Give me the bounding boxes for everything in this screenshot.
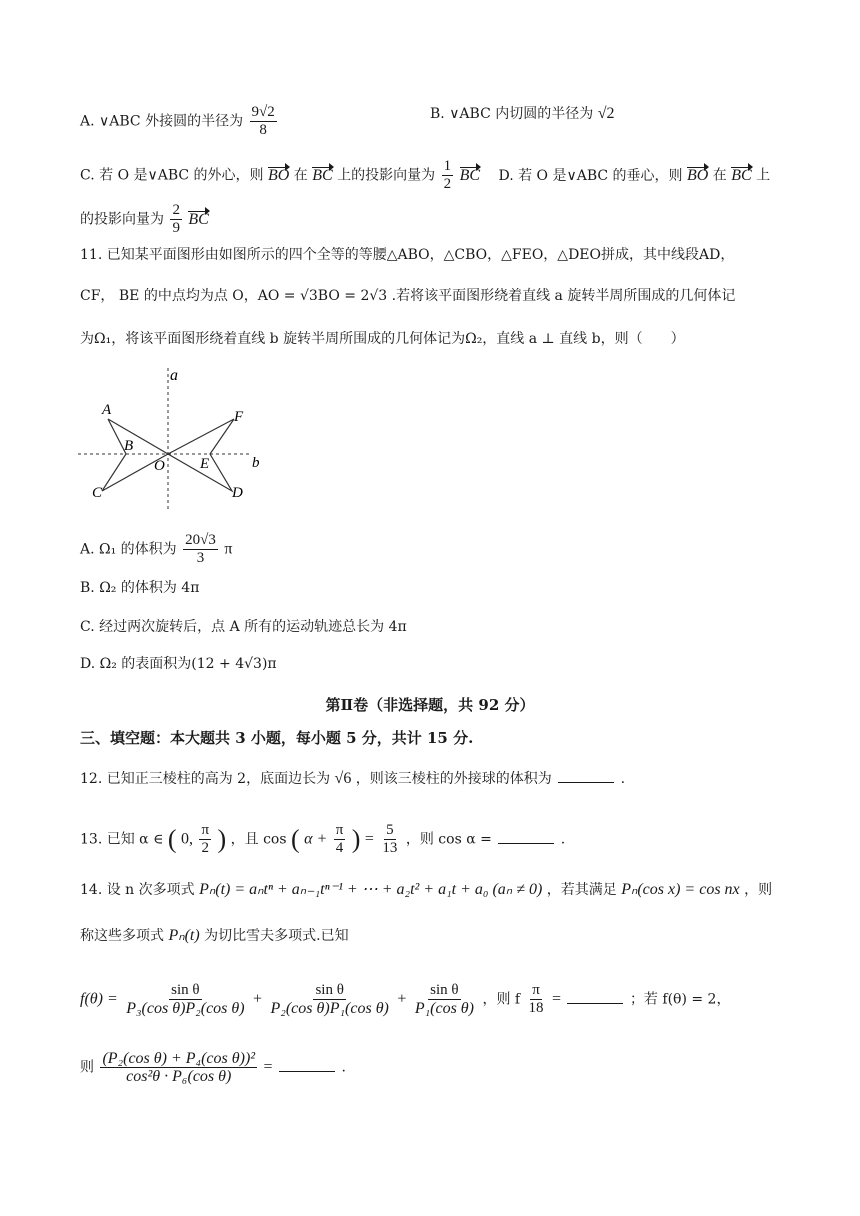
equals: = (263, 1058, 273, 1076)
q13-interval-start: 0, (181, 830, 194, 848)
q10-option-d-word2: 上 (756, 167, 771, 184)
q14-answer-blank-1[interactable] (567, 989, 623, 1004)
fraction-denominator: 4 (335, 840, 344, 856)
vector-bc: BC (731, 166, 752, 184)
q14-last (80, 1050, 346, 1085)
q14-last-fraction (100, 1050, 257, 1085)
fraction-denominator: 13 (382, 840, 398, 856)
q10-option-a-fraction (250, 104, 277, 139)
section-heading: 三、填空题：本大题共 3 小题，每小题 5 分，共计 15 分. (80, 729, 474, 747)
vector-bc: BC (312, 166, 333, 184)
equals: = (552, 990, 562, 1008)
right-paren: ) (351, 824, 361, 854)
q14-term2 (269, 982, 391, 1017)
q10-option-d-fraction (170, 202, 182, 237)
label-B: B (124, 438, 134, 454)
fraction-numerator: π (335, 822, 344, 838)
q12-end: . (620, 771, 626, 787)
q11-stem-line3: 为Ω₁，将该平面图形绕着直线 b 旋转半周所围成的几何体记为Ω₂，直线 a ⊥ 直线 b，则（ ） (80, 331, 685, 347)
q13-end: . (560, 831, 566, 848)
q14-polynomial: Pₙ(t) = aₙtⁿ + aₙ₋₁tⁿ⁻¹ + ⋯ + a₂t² + a₁t + a₀ (aₙ ≠ 0) (199, 881, 543, 898)
q13-answer-blank[interactable] (498, 829, 554, 844)
fraction-denominator: P₃(cos θ)P₂(cos θ) (126, 1000, 245, 1017)
q11-figure (74, 366, 274, 516)
fraction-numerator: sin θ (430, 982, 459, 998)
q13 (80, 822, 565, 857)
q14-text5: 为切比雪夫多项式.已知 (204, 928, 349, 944)
vector-bc: BC (459, 166, 481, 184)
q12-text: 12. 已知正三棱柱的高为 2，底面边长为 (80, 771, 331, 787)
fraction-numerator: 20√3 (185, 532, 216, 548)
q14-pn: Pₙ(t) (168, 927, 200, 944)
q10-option-c-word: 在 (293, 167, 308, 184)
fraction-numerator: sin θ (171, 982, 200, 998)
fraction-numerator: (P₂(cos θ) + P₄(cos θ))² (102, 1050, 256, 1067)
q10-option-d-cont-text: 的投影向量为 (80, 211, 164, 228)
q12-answer-blank[interactable] (558, 768, 614, 783)
fraction-denominator: 3 (196, 550, 205, 566)
q13-text2: ，且 cos (230, 831, 287, 848)
equals: = (364, 830, 374, 848)
left-paren: ( (290, 824, 300, 854)
q14-last-text: 则 (80, 1059, 94, 1076)
q14-line2 (80, 926, 349, 946)
q13-arg: α + (304, 830, 328, 848)
vector-bo: BO (687, 166, 709, 184)
q10-option-d-cont (80, 202, 209, 237)
fraction-denominator: 2 (201, 840, 209, 856)
fraction-numerator: π (532, 982, 540, 998)
q14-end: . (341, 1059, 346, 1076)
vector-bc: BC (188, 210, 209, 228)
triangle-edges-left (102, 419, 168, 491)
label-D: D (232, 485, 243, 501)
fraction-denominator: 8 (259, 122, 267, 138)
q14-f-lhs: f(θ) = (80, 990, 118, 1008)
q14-answer-blank-2[interactable] (279, 1057, 335, 1072)
q14-function (80, 982, 730, 1017)
q11-option-a-text: A. Ω₁ 的体积为 (80, 541, 177, 558)
q13-interval-fraction (199, 822, 211, 857)
q11-stem-line1: 11. 已知某平面图形由如图所示的四个全等的等腰△ABO，△CBO，△FEO，△DEO拼成，其中线段AD， (80, 247, 735, 263)
q10-option-d-word: 在 (712, 167, 727, 184)
q10-option-c-fraction (442, 158, 454, 193)
q11-option-d: D. Ω₂ 的表面积为(12 + 4√3)π (80, 656, 277, 672)
q14-text4: 称这些多项式 (80, 928, 164, 944)
q13-text: 13. 已知 α ∈ (80, 831, 164, 848)
q10-option-d-text: D. 若 O 是∨ABC 的垂心，则 (498, 167, 683, 184)
label-C: C (92, 485, 103, 501)
q14-pi18 (527, 982, 546, 1017)
q10-option-b-value: √2 (597, 105, 615, 122)
q13-value-fraction (380, 822, 399, 857)
fraction-denominator: 2 (443, 176, 452, 192)
q11-option-b: B. Ω₂ 的体积为 4π (80, 580, 200, 596)
label-F: F (234, 409, 244, 425)
q10-option-b-text: B. ∨ABC 内切圆的半径为 (430, 106, 594, 122)
fraction-denominator: cos²θ · P₆(cos θ) (126, 1068, 232, 1085)
plus: + (397, 990, 407, 1008)
label-A: A (102, 402, 112, 418)
q10-option-a (80, 104, 279, 139)
fraction-denominator: 18 (528, 1000, 544, 1016)
q12 (80, 768, 625, 789)
plus: + (253, 990, 263, 1008)
q10-option-c-text: C. 若 O 是∨ABC 的外心，则 (80, 167, 264, 184)
vector-bo: BO (268, 166, 290, 184)
right-paren: ) (217, 824, 227, 854)
label-O: O (154, 458, 165, 474)
q10-option-a-text: A. ∨ABC 外接圆的半径为 (80, 113, 244, 130)
label-b: b (252, 455, 260, 471)
q14-line1 (80, 880, 772, 900)
fraction-denominator: P₂(cos θ)P₁(cos θ) (270, 1000, 389, 1017)
q11-option-c: C. 经过两次旋转后，点 A 所有的运动轨迹总长为 4π (80, 619, 407, 635)
q11-option-a-pi: π (224, 540, 233, 558)
q14-text: 14. 设 n 次多项式 (80, 882, 195, 898)
q13-arg-fraction (334, 822, 346, 857)
q14-term3 (413, 982, 476, 1017)
fraction-denominator: 9 (172, 220, 180, 236)
fraction-numerator: sin θ (315, 982, 344, 998)
q12-value: √6 (334, 770, 352, 787)
q11-option-a (80, 532, 232, 567)
fraction-numerator: 9√2 (251, 104, 275, 120)
q14-text2: ，若其满足 (546, 882, 617, 898)
fraction-numerator: 2 (172, 202, 180, 218)
left-paren: ( (167, 824, 177, 854)
fraction-numerator: 1 (443, 158, 452, 174)
q12-text2: ，则该三棱柱的外接球的体积为 (355, 771, 552, 787)
q11-option-a-fraction (183, 532, 218, 567)
q11-stem-line2: CF， BE 的中点均为点 O，AO = √3BO = 2√3 .若将该平面图形绕着直线 a 旋转半周所围成的几何体记 (80, 288, 736, 304)
fraction-denominator: P₁(cos θ) (414, 1000, 474, 1017)
triangle-edges-right (168, 419, 234, 491)
q14-term1 (124, 982, 246, 1017)
fraction-numerator: 5 (386, 822, 394, 838)
fraction-numerator: π (201, 822, 210, 838)
q10-option-b (430, 104, 615, 124)
q10-option-c (80, 158, 770, 193)
label-a: a (170, 367, 178, 384)
q10-option-c-word2: 上的投影向量为 (337, 167, 436, 184)
q14-then: ，则 f (482, 991, 521, 1008)
q14-text3: ，则 (744, 882, 773, 898)
section-title: 第Ⅱ卷（非选择题，共 92 分） (325, 696, 535, 714)
q14-semi: ；若 f(θ) = 2， (629, 991, 731, 1008)
q14-condition: Pₙ(cos x) = cos nx (621, 881, 740, 898)
label-E: E (200, 456, 210, 472)
q13-text3: ，则 cos α = (405, 831, 492, 848)
